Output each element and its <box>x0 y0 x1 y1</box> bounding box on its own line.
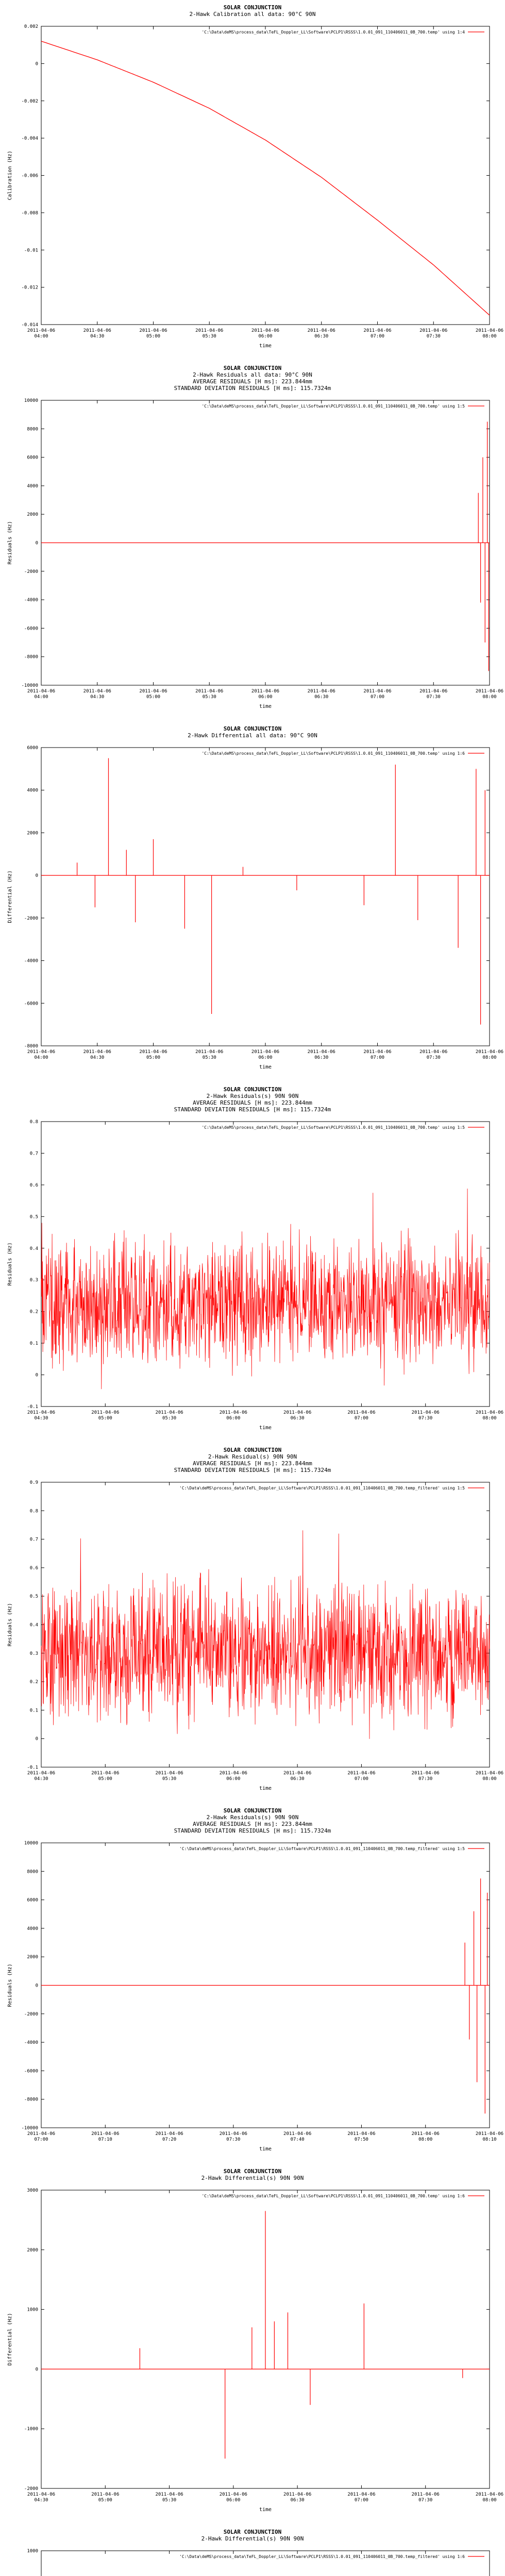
x-tick-label: 2011-04-06 04:30 <box>27 1771 56 1782</box>
x-tick-label: 2011-04-06 06:00 <box>251 689 280 700</box>
legend-entry: 'C:\Data\deMS\process_data\TeFL_Doppler_LL\Software\PCLP1\RSSS\1.0.01_091_110406011_0B_700.temp_filtered' using 1:5 <box>179 1486 465 1490</box>
y-tick-label: 6000 <box>27 1897 38 1903</box>
y-tick-label: -0.014 <box>21 323 38 328</box>
y-axis-label: Residuals (Hz) <box>7 1603 13 1647</box>
x-tick-label: 2011-04-06 07:00 <box>27 2131 56 2142</box>
x-tick-label: 2011-04-06 04:00 <box>27 328 56 339</box>
y-tick-label: -0.006 <box>21 173 38 179</box>
x-tick-label: 2011-04-06 05:00 <box>91 2492 120 2503</box>
y-tick-label: 4000 <box>27 788 38 793</box>
x-tick-label: 2011-04-06 05:30 <box>155 1771 183 1782</box>
x-tick-label: 2011-04-06 07:00 <box>347 1771 376 1782</box>
y-axis-label: Residuals (Hz) <box>7 1963 13 2007</box>
y-tick-label: 2000 <box>27 2247 38 2253</box>
x-tick-label: 2011-04-06 07:30 <box>419 1049 448 1060</box>
chart-panel <box>0 721 505 1082</box>
y-tick-label: 0.2 <box>29 1309 38 1315</box>
y-tick-label: 4000 <box>27 483 38 489</box>
x-tick-label: 2011-04-06 04:30 <box>27 1410 56 1421</box>
chart-subtitle: 2-Hawk Differential all data: 90°C 90N <box>188 732 317 739</box>
x-tick-label: 2011-04-06 07:30 <box>411 1771 440 1782</box>
x-tick-label: 2011-04-06 08:00 <box>475 1049 504 1060</box>
y-tick-label: 0.1 <box>29 1341 38 1347</box>
plot-frame <box>41 1122 490 1406</box>
x-tick-label: 2011-04-06 07:30 <box>219 2131 247 2142</box>
x-tick-label: 2011-04-06 06:00 <box>251 328 280 339</box>
y-tick-label: 10000 <box>24 398 38 403</box>
chart-panel <box>0 1803 505 2164</box>
chart-title: SOLAR CONJUNCTION <box>223 4 282 11</box>
chart-svg <box>0 742 505 1082</box>
y-tick-label: 0 <box>35 61 38 67</box>
chart-subtitle: 2-Hawk Residuals(s) 90N 90N AVERAGE RESIDUALS [H ms]: 223.844mm STANDARD DEVIATION RESIDUALS [H ms]: 115.7324m <box>174 1814 331 1834</box>
series-line <box>41 1189 490 1389</box>
x-tick-label: 2011-04-06 07:00 <box>363 689 392 700</box>
y-tick-label: -10000 <box>21 683 38 688</box>
y-tick-label: -0.1 <box>27 1765 38 1770</box>
y-tick-label: 6000 <box>27 455 38 461</box>
x-tick-label: 2011-04-06 06:00 <box>219 1410 247 1421</box>
x-tick-label: 2011-04-06 05:30 <box>155 1410 183 1421</box>
y-tick-label: 0 <box>35 1372 38 1378</box>
series-line <box>41 1530 490 1739</box>
x-axis-label: time <box>259 343 272 349</box>
y-tick-label: 0.5 <box>29 1214 38 1220</box>
y-tick-label: 3000 <box>27 2188 38 2193</box>
y-tick-label: 0 <box>35 540 38 546</box>
y-tick-label: 0.8 <box>29 1509 38 1514</box>
y-tick-label: -2000 <box>24 2011 38 2017</box>
y-tick-label: -1000 <box>24 2427 38 2432</box>
chart-title: SOLAR CONJUNCTION <box>223 1447 282 1453</box>
y-axis-label: Residuals (Hz) <box>7 1242 13 1286</box>
y-tick-label: 0.2 <box>29 1680 38 1685</box>
chart-subtitle: 2-Hawk Residuals(s) 90N 90N AVERAGE RESIDUALS [H ms]: 223.844mm STANDARD DEVIATION RESIDUALS [H ms]: 115.7324m <box>174 1093 331 1113</box>
y-tick-label: 8000 <box>27 427 38 432</box>
y-tick-label: 0 <box>35 873 38 879</box>
y-tick-label: -8000 <box>24 654 38 660</box>
chart-svg <box>0 2546 505 2576</box>
x-tick-label: 2011-04-06 08:00 <box>475 2492 504 2503</box>
x-tick-label: 2011-04-06 07:30 <box>419 328 448 339</box>
y-tick-label: 0 <box>35 1983 38 1989</box>
chart-title: SOLAR CONJUNCTION <box>223 2529 282 2535</box>
chart-title: SOLAR CONJUNCTION <box>223 2168 282 2175</box>
x-axis-label: time <box>259 1064 272 1070</box>
y-axis-label: Calibration (Hz) <box>7 150 13 200</box>
y-tick-label: -2000 <box>24 2486 38 2492</box>
x-tick-label: 2011-04-06 05:00 <box>139 689 167 700</box>
y-tick-label: 8000 <box>27 1869 38 1875</box>
chart-title: SOLAR CONJUNCTION <box>223 1807 282 1814</box>
chart-subtitle: 2-Hawk Differential(s) 90N 90N <box>201 2175 304 2181</box>
series-line <box>41 41 490 315</box>
y-tick-label: -0.01 <box>24 248 38 253</box>
x-axis-label: time <box>259 2507 272 2513</box>
y-tick-label: -6000 <box>24 2069 38 2074</box>
x-tick-label: 2011-04-06 06:30 <box>283 1771 312 1782</box>
x-tick-label: 2011-04-06 08:00 <box>475 689 504 700</box>
x-tick-label: 2011-04-06 07:10 <box>91 2131 120 2142</box>
y-tick-label: -8000 <box>24 2097 38 2103</box>
y-tick-label: -2000 <box>24 916 38 921</box>
y-tick-label: -4000 <box>24 598 38 603</box>
y-tick-label: 0.4 <box>29 1622 38 1628</box>
x-tick-label: 2011-04-06 06:00 <box>251 1049 280 1060</box>
y-tick-label: 0.4 <box>29 1246 38 1251</box>
y-tick-label: -0.008 <box>21 210 38 216</box>
x-tick-label: 2011-04-06 04:30 <box>83 689 111 700</box>
y-tick-label: 0.9 <box>29 1480 38 1485</box>
y-tick-label: 2000 <box>27 512 38 518</box>
y-tick-label: 0.6 <box>29 1565 38 1571</box>
y-tick-label: 0.3 <box>29 1278 38 1283</box>
x-tick-label: 2011-04-06 05:30 <box>195 689 224 700</box>
x-tick-label: 2011-04-06 07:00 <box>347 2492 376 2503</box>
y-tick-label: 0.1 <box>29 1708 38 1714</box>
chart-panel <box>0 2524 505 2576</box>
chart-svg <box>0 1116 505 1443</box>
x-tick-label: 2011-04-06 06:30 <box>307 689 335 700</box>
y-tick-label: 2000 <box>27 1955 38 1960</box>
y-axis-label: Differential (Hz) <box>7 2313 13 2366</box>
x-tick-label: 2011-04-06 08:00 <box>475 1410 504 1421</box>
chart-panel <box>0 0 505 361</box>
y-tick-label: 0.3 <box>29 1651 38 1656</box>
x-tick-label: 2011-04-06 04:30 <box>27 2492 56 2503</box>
chart-title: SOLAR CONJUNCTION <box>223 1086 282 1093</box>
y-tick-label: 0.8 <box>29 1120 38 1125</box>
x-tick-label: 2011-04-06 05:00 <box>139 1049 167 1060</box>
chart-panel <box>0 2164 505 2524</box>
chart-svg <box>0 1477 505 1803</box>
x-tick-label: 2011-04-06 07:30 <box>411 1410 440 1421</box>
x-tick-label: 2011-04-06 07:50 <box>347 2131 376 2142</box>
x-tick-label: 2011-04-06 06:00 <box>219 1771 247 1782</box>
y-tick-label: 0 <box>35 2367 38 2372</box>
y-tick-label: -2000 <box>24 569 38 574</box>
legend-entry: 'C:\Data\deMS\process_data\TeFL_Doppler_LL\Software\PCLP1\RSSS\1.0.01_091_110406011_0B_700.temp_filtered' using 1:5 <box>179 1846 465 1851</box>
x-tick-label: 2011-04-06 04:00 <box>27 689 56 700</box>
x-axis-label: time <box>259 1425 272 1431</box>
x-tick-label: 2011-04-06 08:10 <box>475 2131 504 2142</box>
x-tick-label: 2011-04-06 07:20 <box>155 2131 183 2142</box>
x-axis-label: time <box>259 2146 272 2152</box>
chart-subtitle: 2-Hawk Residuals all data: 90°C 90N AVERAGE RESIDUALS [H ms]: 223.844mm STANDARD DEVIATION RESIDUALS [H ms]: 115.7324m <box>174 371 331 392</box>
y-tick-label: 1000 <box>27 2549 38 2554</box>
y-tick-label: 10000 <box>24 1841 38 1846</box>
x-tick-label: 2011-04-06 05:30 <box>195 1049 224 1060</box>
x-tick-label: 2011-04-06 04:30 <box>83 1049 111 1060</box>
y-tick-label: -0.1 <box>27 1404 38 1410</box>
y-tick-label: -0.004 <box>21 136 38 142</box>
plot-frame <box>41 26 490 325</box>
x-tick-label: 2011-04-06 04:00 <box>27 1049 56 1060</box>
x-tick-label: 2011-04-06 05:00 <box>91 1771 120 1782</box>
legend-entry: 'C:\Data\deMS\process_data\TeFL_Doppler_LL\Software\PCLP1\RSSS\1.0.01_091_110406011_0B_700.temp' using 1:4 <box>201 30 465 35</box>
y-tick-label: 0.002 <box>24 24 38 29</box>
y-tick-label: 0.6 <box>29 1182 38 1188</box>
x-tick-label: 2011-04-06 05:30 <box>195 328 224 339</box>
x-tick-label: 2011-04-06 05:00 <box>139 328 167 339</box>
x-tick-label: 2011-04-06 07:30 <box>419 689 448 700</box>
chart-svg <box>0 21 505 361</box>
chart-svg <box>0 2185 505 2524</box>
x-tick-label: 2011-04-06 06:30 <box>283 2492 312 2503</box>
x-tick-label: 2011-04-06 07:00 <box>363 1049 392 1060</box>
x-tick-label: 2011-04-06 04:30 <box>83 328 111 339</box>
x-tick-label: 2011-04-06 07:40 <box>283 2131 312 2142</box>
x-tick-label: 2011-04-06 06:30 <box>307 328 335 339</box>
y-tick-label: -0.012 <box>21 285 38 291</box>
y-tick-label: -4000 <box>24 2040 38 2046</box>
x-tick-label: 2011-04-06 07:00 <box>363 328 392 339</box>
y-tick-label: -0.002 <box>21 98 38 104</box>
x-tick-label: 2011-04-06 06:30 <box>283 1410 312 1421</box>
chart-panel <box>0 1082 505 1443</box>
chart-panel <box>0 1443 505 1803</box>
y-tick-label: 0.7 <box>29 1537 38 1543</box>
chart-subtitle: 2-Hawk Differential(s) 90N 90N <box>201 2535 304 2542</box>
x-tick-label: 2011-04-06 08:00 <box>475 328 504 339</box>
y-tick-label: -6000 <box>24 1001 38 1007</box>
y-tick-label: -8000 <box>24 1044 38 1049</box>
x-tick-label: 2011-04-06 06:30 <box>307 1049 335 1060</box>
legend-entry: 'C:\Data\deMS\process_data\TeFL_Doppler_LL\Software\PCLP1\RSSS\1.0.01_091_110406011_0B_700.temp' using 1:5 <box>201 404 465 409</box>
y-tick-label: -4000 <box>24 958 38 964</box>
y-tick-label: 1000 <box>27 2307 38 2313</box>
chart-title: SOLAR CONJUNCTION <box>223 725 282 732</box>
legend-entry: 'C:\Data\deMS\process_data\TeFL_Doppler_LL\Software\PCLP1\RSSS\1.0.01_091_110406011_0B_700.temp' using 1:5 <box>201 1125 465 1130</box>
chart-subtitle: 2-Hawk Calibration all data: 90°C 90N <box>189 11 316 18</box>
chart-panel <box>0 361 505 721</box>
y-tick-label: 0 <box>35 1736 38 1742</box>
y-axis-label: Residuals (Hz) <box>7 521 13 565</box>
chart-svg <box>0 395 505 721</box>
chart-svg <box>0 1838 505 2164</box>
x-axis-label: time <box>259 1786 272 1791</box>
x-tick-label: 2011-04-06 08:00 <box>411 2131 440 2142</box>
y-tick-label: 4000 <box>27 1926 38 1931</box>
legend-entry: 'C:\Data\deMS\process_data\TeFL_Doppler_LL\Software\PCLP1\RSSS\1.0.01_091_110406011_0B_700.temp' using 1:6 <box>201 751 465 756</box>
x-tick-label: 2011-04-06 07:00 <box>347 1410 376 1421</box>
y-tick-label: 0.7 <box>29 1151 38 1157</box>
x-tick-label: 2011-04-06 07:30 <box>411 2492 440 2503</box>
chart-title: SOLAR CONJUNCTION <box>223 365 282 371</box>
chart-subtitle: 2-Hawk Residual(s) 90N 90N AVERAGE RESIDUALS [H ms]: 223.844mm STANDARD DEVIATION RESIDUALS [H ms]: 115.7324m <box>174 1453 331 1473</box>
y-tick-label: -10000 <box>21 2126 38 2131</box>
x-tick-label: 2011-04-06 08:00 <box>475 1771 504 1782</box>
x-tick-label: 2011-04-06 05:00 <box>91 1410 120 1421</box>
legend-entry: 'C:\Data\deMS\process_data\TeFL_Doppler_LL\Software\PCLP1\RSSS\1.0.01_091_110406011_0B_700.temp_filtered' using 1:6 <box>179 2554 465 2559</box>
y-axis-label: Differential (Hz) <box>7 870 13 923</box>
x-tick-label: 2011-04-06 05:30 <box>155 2492 183 2503</box>
legend-entry: 'C:\Data\deMS\process_data\TeFL_Doppler_LL\Software\PCLP1\RSSS\1.0.01_091_110406011_0B_700.temp' using 1:6 <box>201 2194 465 2198</box>
y-tick-label: 6000 <box>27 745 38 751</box>
x-axis-label: time <box>259 704 272 709</box>
y-tick-label: -6000 <box>24 626 38 632</box>
y-tick-label: 0.5 <box>29 1594 38 1600</box>
y-tick-label: 2000 <box>27 831 38 836</box>
x-tick-label: 2011-04-06 06:00 <box>219 2492 247 2503</box>
